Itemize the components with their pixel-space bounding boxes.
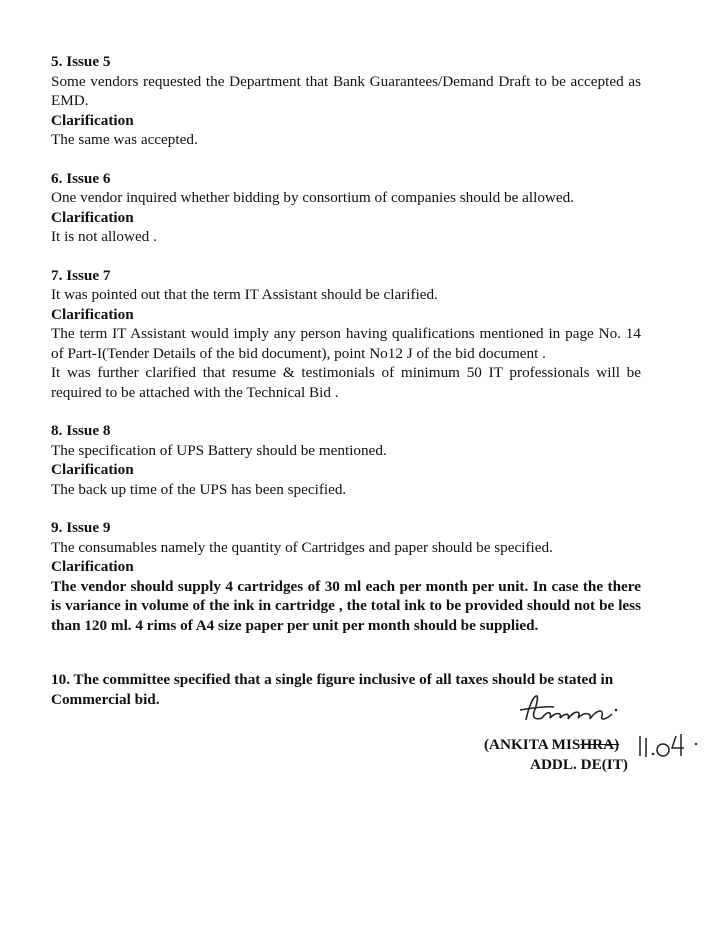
issue-answer: The term IT Assistant would imply any person having qualifications mentioned in page No. 14 of Part-I(Tender Details of the bid document), point No12 J of the bid document . (51, 325, 641, 362)
clarification-label: Clarification (51, 208, 134, 226)
issue-7 (51, 266, 641, 403)
signature-block (484, 690, 704, 790)
clarification-label: Clarification (51, 111, 134, 129)
issue-answer: The same was accepted. (51, 131, 198, 148)
issue-9 (51, 518, 641, 635)
issue-question: The consumables namely the quantity of Cartridges and paper should be specified. (51, 538, 553, 556)
issue-question: Some vendors requested the Department that Bank Guarantees/Demand Draft to be accepted as EMD. (51, 72, 641, 109)
issue-5 (51, 52, 641, 150)
issue-6 (51, 169, 641, 247)
document-body (51, 52, 641, 709)
issue-heading: 5. Issue 5 (51, 53, 111, 70)
issue-answer-continued: It was further clarified that resume & testimonials of minimum 50 IT professionals will be required to be attached with the Technical Bid . (51, 364, 641, 401)
issue-answer: It is not allowed . (51, 228, 157, 245)
issue-question: The specification of UPS Battery should be mentioned. (51, 441, 387, 459)
issue-heading: 8. Issue 8 (51, 422, 111, 439)
issue-answer: The back up time of the UPS has been specified. (51, 480, 347, 498)
signatory-title: ADDL. DE(IT) (530, 756, 628, 773)
committee-statement: 10. The committee specified that a single figure inclusive of all taxes should be stated in Commercial bid. (51, 671, 614, 708)
clarification-label: Clarification (51, 461, 134, 478)
issue-answer: The vendor should supply 4 cartridges of 30 ml each per month per unit. In case the there is variance in volume of the ink in cartridge , the total ink to be provided should not be less than 120 ml. 4 rims of A4 size paper per unit per month should be supplied. (51, 577, 641, 634)
issue-heading: 9. Issue 9 (51, 519, 111, 536)
handwritten-date (634, 728, 704, 760)
issue-8 (51, 421, 641, 499)
issue-question: It was pointed out that the term IT Assistant should be clarified. (51, 286, 438, 303)
clarification-label: Clarification (51, 305, 134, 323)
issue-question: One vendor inquired whether bidding by consortium of companies should be allowed. (51, 189, 575, 206)
issue-heading: 7. Issue 7 (51, 266, 111, 284)
clarification-label: Clarification (51, 558, 134, 575)
issue-heading: 6. Issue 6 (51, 169, 111, 187)
signatory-name: (ANKITA MISHRA) (484, 736, 620, 753)
